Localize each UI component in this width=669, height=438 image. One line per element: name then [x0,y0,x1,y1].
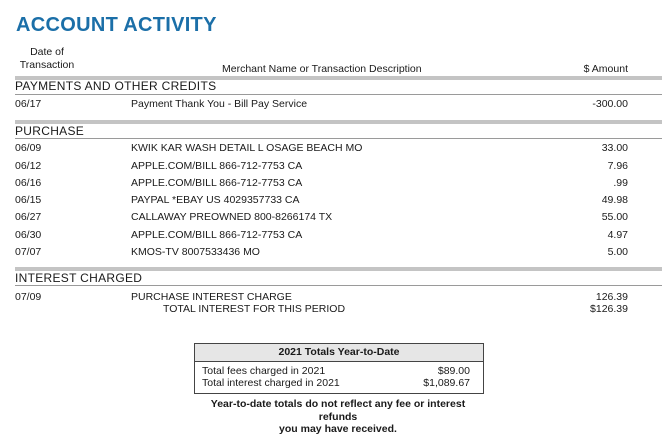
row-description: PAYPAL *EBAY US 4029357733 CA [131,194,300,206]
section-rule [15,138,662,139]
row-date: 06/30 [15,229,42,241]
row-description: Payment Thank You - Bill Pay Service [131,98,308,110]
ytd-note-line2: you may have received. [279,423,397,435]
section-rule [15,94,662,95]
ytd-fees-label: Total fees charged in 2021 [202,365,326,377]
row-date: 06/09 [15,142,42,154]
ytd-interest-label: Total interest charged in 2021 [202,377,340,389]
row-date: 06/12 [15,160,42,172]
table-row [0,98,669,115]
row-date: 06/17 [15,98,42,110]
date-header-line2: Transaction [19,59,75,71]
table-row [0,177,669,194]
table-row [0,211,669,228]
row-description: PURCHASE INTEREST CHARGE [131,291,292,303]
row-amount: 126.39 [595,291,628,303]
row-amount: 49.98 [601,194,628,206]
row-date: 07/07 [15,246,42,258]
total-interest-amount: $126.39 [590,303,628,315]
row-description: CALLAWAY PREOWNED 800-8266174 TX [131,211,333,223]
table-row [0,142,669,159]
row-date: 06/15 [15,194,42,206]
row-date: 07/09 [15,291,42,303]
date-column-header [17,46,77,72]
payments-heading: PAYMENTS AND OTHER CREDITS [15,79,217,93]
ytd-note-line1: Year-to-date totals do not reflect any fee or interest refunds [210,398,466,423]
row-description: APPLE.COM/BILL 866-712-7753 CA [131,229,303,241]
ytd-heading: 2021 Totals Year-to-Date [195,344,483,362]
row-amount: 5.00 [607,246,628,258]
table-row [0,160,669,177]
section-divider [15,120,662,124]
total-interest-label: TOTAL INTEREST FOR THIS PERIOD [163,303,346,315]
ytd-fees-value: $89.00 [437,365,470,377]
row-amount: 7.96 [607,160,628,172]
page-title: ACCOUNT ACTIVITY [16,14,217,36]
purchase-heading: PURCHASE [15,124,85,138]
row-description: APPLE.COM/BILL 866-712-7753 CA [131,160,303,172]
row-description: KMOS-TV 8007533436 MO [131,246,260,258]
row-amount: 33.00 [601,142,628,154]
row-description: APPLE.COM/BILL 866-712-7753 CA [131,177,303,189]
ytd-totals-box [194,343,484,394]
interest-heading: INTEREST CHARGED [15,271,143,285]
row-description: KWIK KAR WASH DETAIL L OSAGE BEACH MO [131,142,363,154]
row-amount: 4.97 [607,229,628,241]
date-header-line1: Date of [30,46,64,58]
table-row [0,194,669,211]
row-amount: 55.00 [601,211,628,223]
section-rule [15,285,662,286]
row-amount: .99 [613,177,628,189]
table-row [0,229,669,246]
row-amount: -300.00 [592,98,628,110]
amount-column-header: $ Amount [583,63,628,75]
ytd-footnote [194,398,482,436]
row-date: 06/16 [15,177,42,189]
row-date: 06/27 [15,211,42,223]
ytd-interest-value: $1,089.67 [423,377,470,389]
table-row [0,246,669,263]
description-column-header: Merchant Name or Transaction Description [222,63,422,75]
